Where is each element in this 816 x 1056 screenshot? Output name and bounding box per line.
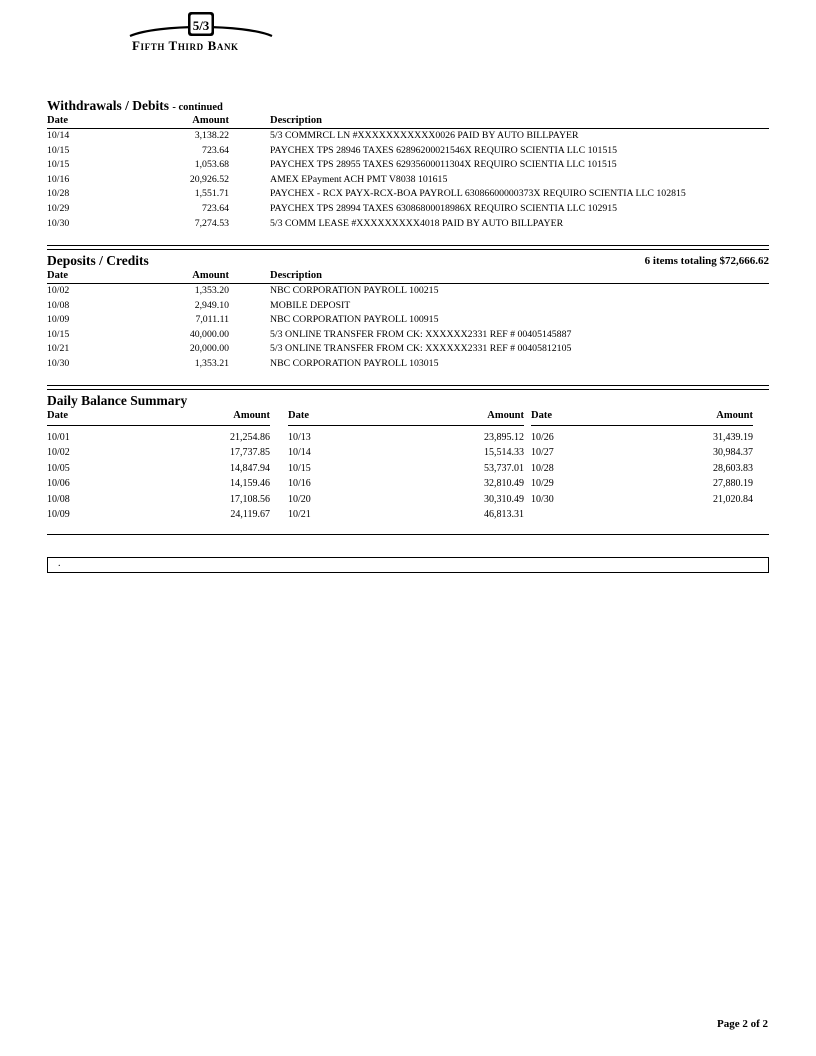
table-row bbox=[47, 145, 769, 160]
deposits-title: Deposits / Credits bbox=[47, 253, 149, 268]
table-row bbox=[47, 130, 769, 145]
row-description: 5/3 ONLINE TRANSFER FROM CK: XXXXXX2331 REF # 00405145887 bbox=[270, 328, 572, 340]
balance-date: 10/29 bbox=[531, 478, 554, 490]
bank-name: Fifth Third Bank bbox=[132, 38, 239, 53]
continued-label: - continued bbox=[172, 102, 223, 113]
table-row bbox=[47, 174, 769, 189]
col-date: Date bbox=[47, 115, 68, 126]
table-row bbox=[47, 159, 769, 174]
balance-row bbox=[531, 463, 753, 478]
balance-amount: 23,895.12 bbox=[484, 432, 524, 443]
row-description: PAYCHEX - RCX PAYX-RCX-BOA PAYROLL 63086600000373X REQUIRO SCIENTIA LLC 102815 bbox=[270, 188, 686, 200]
col-date: Date bbox=[47, 410, 68, 421]
row-date: 10/28 bbox=[47, 188, 70, 200]
divider bbox=[47, 385, 769, 390]
page-number: Page 2 of 2 bbox=[716, 1018, 768, 1030]
balance-amount: 28,603.83 bbox=[713, 462, 753, 474]
note-text: . bbox=[58, 558, 61, 569]
row-amount: 723.64 bbox=[202, 144, 229, 156]
balance-column-1 bbox=[47, 410, 270, 524]
row-amount: 7,011.11 bbox=[195, 314, 229, 326]
balance-row bbox=[47, 432, 270, 447]
bank-logo bbox=[128, 10, 274, 56]
table-row bbox=[47, 218, 769, 233]
balance-date: 10/30 bbox=[531, 493, 554, 505]
col-amount: Amount bbox=[192, 115, 229, 126]
table-row bbox=[47, 329, 769, 344]
balance-date: 10/20 bbox=[288, 493, 311, 505]
row-description: 5/3 COMM LEASE #XXXXXXXXX4018 PAID BY AUTO BILLPAYER bbox=[270, 217, 564, 229]
balance-header bbox=[288, 410, 524, 426]
balance-amount: 17,108.56 bbox=[230, 493, 270, 505]
balance-row bbox=[47, 447, 270, 462]
balance-row bbox=[531, 432, 753, 447]
row-description: AMEX EPayment ACH PMT V8038 101615 bbox=[270, 173, 448, 185]
balance-date: 10/27 bbox=[531, 447, 554, 459]
balance-date: 10/01 bbox=[47, 432, 70, 443]
balance-amount: 30,984.37 bbox=[713, 447, 753, 459]
row-amount: 40,000.00 bbox=[189, 328, 229, 340]
row-date: 10/02 bbox=[47, 285, 70, 296]
col-description: Description bbox=[270, 270, 322, 281]
balance-row bbox=[288, 509, 524, 524]
balance-date: 10/26 bbox=[531, 432, 554, 443]
balance-amount: 30,310.49 bbox=[484, 493, 524, 505]
row-date: 10/14 bbox=[47, 130, 70, 141]
row-amount: 3,138.22 bbox=[194, 130, 229, 141]
row-date: 10/15 bbox=[47, 159, 70, 171]
row-amount: 1,053.68 bbox=[194, 159, 229, 171]
row-description: PAYCHEX TPS 28946 TAXES 62896200021546X REQUIRO SCIENTIA LLC 101515 bbox=[270, 144, 618, 156]
logo-mark-text: 5/3 bbox=[192, 18, 210, 33]
table-row bbox=[47, 300, 769, 315]
row-description: 5/3 ONLINE TRANSFER FROM CK: XXXXXX2331 REF # 00405812105 bbox=[270, 343, 572, 355]
col-description: Description bbox=[270, 115, 322, 126]
table-row bbox=[47, 314, 769, 329]
balance-row bbox=[47, 463, 270, 478]
balance-row bbox=[47, 509, 270, 524]
balance-row bbox=[47, 494, 270, 509]
balance-row bbox=[288, 432, 524, 447]
balance-row bbox=[47, 478, 270, 493]
balance-amount: 31,439.19 bbox=[713, 432, 753, 443]
bank-logo-mark bbox=[128, 10, 274, 40]
table-row bbox=[47, 343, 769, 358]
balance-amount: 15,514.33 bbox=[484, 447, 524, 459]
withdrawals-title bbox=[47, 98, 223, 114]
balance-header bbox=[47, 410, 270, 426]
balance-header bbox=[531, 410, 753, 426]
balance-date: 10/16 bbox=[288, 478, 311, 490]
row-amount: 1,353.21 bbox=[194, 357, 229, 369]
balance-amount: 24,119.67 bbox=[230, 508, 270, 520]
col-amount: Amount bbox=[487, 410, 524, 421]
col-date: Date bbox=[531, 410, 552, 421]
row-date: 10/30 bbox=[47, 217, 70, 229]
row-date: 10/15 bbox=[47, 328, 70, 340]
divider bbox=[47, 534, 769, 535]
balance-amount: 27,880.19 bbox=[713, 478, 753, 490]
row-amount: 1,353.20 bbox=[194, 285, 229, 296]
col-date: Date bbox=[288, 410, 309, 421]
balance-row bbox=[288, 463, 524, 478]
row-description: PAYCHEX TPS 28994 TAXES 63086800018986X REQUIRO SCIENTIA LLC 102915 bbox=[270, 202, 618, 214]
balance-date: 10/05 bbox=[47, 462, 70, 474]
divider bbox=[47, 245, 769, 250]
table-row bbox=[47, 203, 769, 218]
balance-column-2 bbox=[288, 410, 524, 524]
balance-row bbox=[288, 447, 524, 462]
balance-amount: 21,254.86 bbox=[230, 432, 270, 443]
balance-amount: 14,847.94 bbox=[230, 462, 270, 474]
row-date: 10/09 bbox=[47, 314, 70, 326]
row-date: 10/08 bbox=[47, 299, 70, 311]
row-date: 10/15 bbox=[47, 144, 70, 156]
row-description: NBC CORPORATION PAYROLL 100215 bbox=[270, 285, 439, 296]
withdrawals-header bbox=[47, 115, 769, 129]
row-amount: 723.64 bbox=[202, 202, 229, 214]
row-amount: 20,000.00 bbox=[189, 343, 229, 355]
table-row bbox=[47, 285, 769, 300]
row-description: NBC CORPORATION PAYROLL 103015 bbox=[270, 357, 439, 369]
withdrawals-table bbox=[47, 130, 769, 232]
table-row bbox=[47, 188, 769, 203]
row-description: 5/3 COMMRCL LN #XXXXXXXXXXX0026 PAID BY AUTO BILLPAYER bbox=[270, 130, 579, 141]
balance-row bbox=[288, 494, 524, 509]
balance-date: 10/09 bbox=[47, 508, 70, 520]
row-amount: 20,926.52 bbox=[189, 173, 229, 185]
deposits-total: 6 items totaling $72,666.62 bbox=[644, 255, 769, 267]
balance-amount: 21,020.84 bbox=[713, 493, 753, 505]
col-date: Date bbox=[47, 270, 68, 281]
row-date: 10/21 bbox=[47, 343, 70, 355]
row-description: NBC CORPORATION PAYROLL 100915 bbox=[270, 314, 439, 326]
balance-row bbox=[531, 447, 753, 462]
deposits-table bbox=[47, 285, 769, 373]
row-description: MOBILE DEPOSIT bbox=[270, 299, 351, 311]
note-box bbox=[47, 557, 769, 573]
balance-date: 10/14 bbox=[288, 447, 311, 459]
balance-row bbox=[531, 494, 753, 509]
balance-amount: 46,813.31 bbox=[484, 508, 524, 520]
col-amount: Amount bbox=[716, 410, 753, 421]
balance-date: 10/28 bbox=[531, 462, 554, 474]
row-amount: 1,551.71 bbox=[194, 188, 229, 200]
balance-amount: 17,737.85 bbox=[230, 447, 270, 459]
balance-amount: 53,737.01 bbox=[484, 462, 524, 474]
col-amount: Amount bbox=[192, 270, 229, 281]
balance-date: 10/02 bbox=[47, 447, 70, 459]
row-date: 10/16 bbox=[47, 173, 70, 185]
balance-row bbox=[531, 478, 753, 493]
balance-date: 10/13 bbox=[288, 432, 311, 443]
balance-amount: 32,810.49 bbox=[484, 478, 524, 490]
row-amount: 7,274.53 bbox=[194, 217, 229, 229]
balance-date: 10/08 bbox=[47, 493, 70, 505]
deposits-header bbox=[47, 270, 769, 284]
daily-balance-title: Daily Balance Summary bbox=[47, 393, 188, 408]
row-description: PAYCHEX TPS 28955 TAXES 62935600011304X REQUIRO SCIENTIA LLC 101515 bbox=[270, 159, 617, 171]
col-amount: Amount bbox=[233, 410, 270, 421]
row-amount: 2,949.10 bbox=[194, 299, 229, 311]
withdrawals-title-text: Withdrawals / Debits bbox=[47, 98, 170, 113]
row-date: 10/30 bbox=[47, 357, 70, 369]
row-date: 10/29 bbox=[47, 202, 70, 214]
balance-amount: 14,159.46 bbox=[230, 478, 270, 490]
table-row bbox=[47, 358, 769, 373]
balance-column-3 bbox=[531, 410, 753, 509]
balance-date: 10/06 bbox=[47, 478, 70, 490]
balance-date: 10/15 bbox=[288, 462, 311, 474]
balance-date: 10/21 bbox=[288, 508, 311, 520]
balance-row bbox=[288, 478, 524, 493]
